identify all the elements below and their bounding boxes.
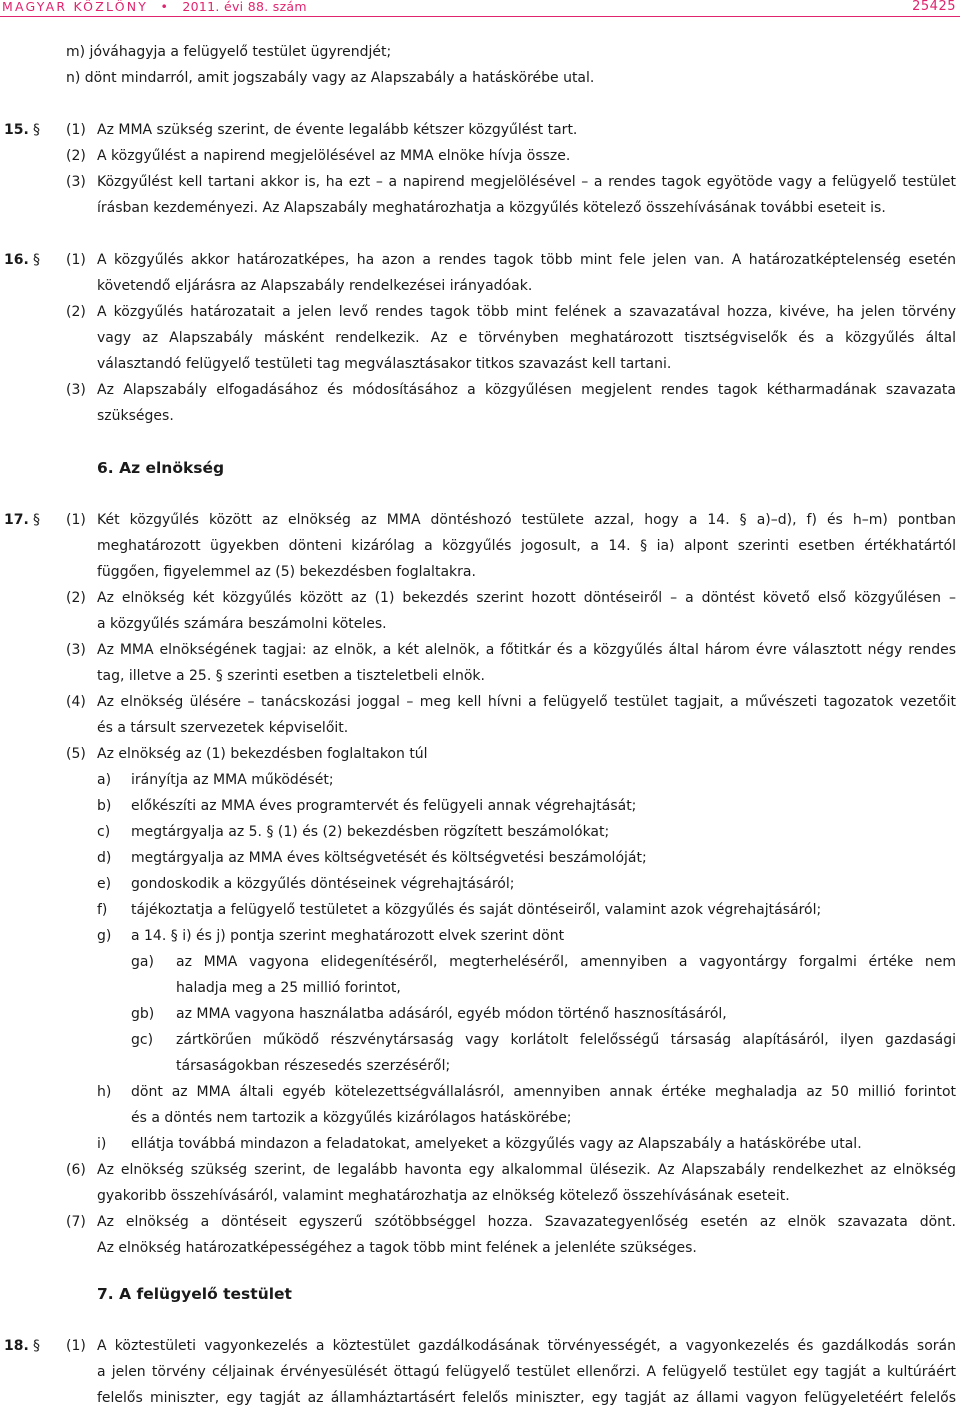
- list-item-ga-label: ga): [131, 954, 154, 970]
- list-item-f-label: f): [97, 902, 108, 918]
- section-15-mark: §: [33, 122, 40, 138]
- list-item-g-label: g): [97, 928, 112, 944]
- s16-p3-line-2: szükséges.: [97, 408, 174, 424]
- list-item-e-label: e): [97, 876, 112, 892]
- list-item-gb-text: az MMA vagyona használatba adásáról, egyéb módon történő hasznosításáról,: [176, 1006, 727, 1022]
- s17-p5-text: Az elnökség az (1) bekezdésben foglaltakon túl: [97, 746, 428, 762]
- s17-p7-line-1: Az elnökség a döntéseit egyszerű szótöbbséggel hozza. Szavazategyenlőség esetén az elnök szavazata dönt.: [97, 1214, 956, 1230]
- list-item-a-text: irányítja az MMA működését;: [131, 772, 334, 788]
- s18-p1-number: (1): [66, 1338, 86, 1354]
- s15-p1-number: (1): [66, 122, 86, 138]
- header-rule: [0, 16, 960, 17]
- list-item-h-line-2: és a döntés nem tartozik a közgyűlés kizárólagos hatáskörébe;: [131, 1110, 572, 1126]
- section-17-mark: §: [33, 512, 40, 528]
- page-header: [0, 0, 960, 18]
- s15-p2-number: (2): [66, 148, 86, 164]
- journal-issue: 2011. évi 88. szám: [182, 0, 307, 14]
- s16-p2-line-1: A közgyűlés határozatait a jelen levő rendes tagok több mint felének a szavazatával hozza, kivéve, ha jelen törvény: [97, 304, 956, 320]
- s17-p1-line-1: Két közgyűlés között az elnökség az MMA döntéshozó testülete azzal, hogy a 14. § a)–d), f) és h–m) pontban: [97, 512, 956, 528]
- list-item-i-label: i): [97, 1136, 107, 1152]
- s16-p2-number: (2): [66, 304, 86, 320]
- s14-item-n: n) dönt mindarról, amit jogszabály vagy az Alapszabály a hatáskörébe utal.: [66, 70, 595, 86]
- s18-p1-line-1: A köztestületi vagyonkezelés a köztestület gazdálkodásának törvényességét, a vagyonkezelés és gazdálkodás során: [97, 1338, 956, 1354]
- s14-item-m: m) jóváhagyja a felügyelő testület ügyrendjét;: [66, 44, 392, 60]
- list-item-a-label: a): [97, 772, 112, 788]
- s16-p1-line-2: követendő eljárásra az Alapszabály rendelkezései irányadóak.: [97, 278, 533, 294]
- s17-p2-number: (2): [66, 590, 86, 606]
- s17-p1-line-3: függően, figyelemmel az (5) bekezdésben foglaltakra.: [97, 564, 476, 580]
- page-number: 25425: [912, 0, 956, 14]
- s17-p1-number: (1): [66, 512, 86, 528]
- s17-p3-line-2: tag, illetve a 25. § szerinti esetben a tiszteletbeli elnök.: [97, 668, 485, 684]
- s15-p1-text: Az MMA szükség szerint, de évente legalább kétszer közgyűlést tart.: [97, 122, 578, 138]
- list-item-i-text: ellátja továbbá mindazon a feladatokat, amelyeket a közgyűlés vagy az Alapszabály a hatáskörébe utal.: [131, 1136, 862, 1152]
- s17-p7-number: (7): [66, 1214, 86, 1230]
- list-item-gc-line-1: zártkörűen működő részvénytársaság vagy korlátolt felelősségű társaság alapításáról, ilyen gazdasági: [176, 1032, 956, 1048]
- s17-p2-line-1: Az elnökség két közgyűlés között az (1) bekezdés szerint hozott döntéseiről – a döntést követő első közgyűlésen –: [97, 590, 956, 606]
- s17-p6-line-1: Az elnökség szükség szerint, de legalább havonta egy alkalommal ülésezik. Az Alapszabály rendelkezhet az elnökség: [97, 1162, 956, 1178]
- s18-p1-line-2: a jelen törvény céljainak érvényesülését öttagú felügyelő testület ellenőrzi. A felügyelő testület egy tagját a kultúráért: [97, 1364, 956, 1380]
- list-item-c-label: c): [97, 824, 111, 840]
- list-item-d-text: megtárgyalja az MMA éves költségvetését és költségvetési beszámolóját;: [131, 850, 647, 866]
- s17-p7-line-2: Az elnökség határozatképességéhez a tagok több mint felének a jelenléte szükséges.: [97, 1240, 697, 1256]
- s17-p3-number: (3): [66, 642, 86, 658]
- list-item-gc-line-2: társaságokban részesedés szerzéséről;: [176, 1058, 451, 1074]
- s17-p5-number: (5): [66, 746, 86, 762]
- heading-7: 7. A felügyelő testület: [97, 1285, 292, 1303]
- s16-p1-number: (1): [66, 252, 86, 268]
- s17-p6-number: (6): [66, 1162, 86, 1178]
- s16-p3-number: (3): [66, 382, 86, 398]
- s16-p2-line-3: választandó felügyelő testületi tag megválasztásakor titkos szavazást kell tartani.: [97, 356, 672, 372]
- s15-p3-line-2: írásban kezdeményezi. Az Alapszabály meghatározhatja a közgyűlés kötelező összehívásának további eseteit is.: [97, 200, 886, 216]
- section-16-mark: §: [33, 252, 40, 268]
- s16-p2-line-2: vagy az Alapszabály másként rendelkezik. Az e törvényben meghatározott tisztségviselők és a közgyűlés által: [97, 330, 956, 346]
- list-item-c-text: megtárgyalja az 5. § (1) és (2) bekezdésben rögzített beszámolókat;: [131, 824, 610, 840]
- list-item-ga-line-1: az MMA vagyona elidegenítéséről, megterheléséről, amennyiben a vagyontárgy forgalmi értéke nem: [176, 954, 956, 970]
- list-item-g-text: a 14. § i) és j) pontja szerint meghatározott elvek szerint dönt: [131, 928, 565, 944]
- section-18-mark: §: [33, 1338, 40, 1354]
- list-item-d-label: d): [97, 850, 112, 866]
- section-15-number: 15.: [4, 122, 29, 138]
- journal-title: MAGYAR KÖZLÖNY • 2011. évi 88. szám: [2, 0, 307, 14]
- list-item-e-text: gondoskodik a közgyűlés döntéseinek végrehajtásáról;: [131, 876, 515, 892]
- journal-name: MAGYAR KÖZLÖNY: [2, 0, 149, 14]
- section-17-number: 17.: [4, 512, 29, 528]
- s15-p3-number: (3): [66, 174, 86, 190]
- s17-p3-line-1: Az MMA elnökségének tagjai: az elnök, a két alelnök, a főtitkár és a közgyűlés által három évre választott négy rendes: [97, 642, 956, 658]
- s15-p2-text: A közgyűlést a napirend megjelölésével az MMA elnöke hívja össze.: [97, 148, 571, 164]
- s17-p6-line-2: gyakoribb összehívásáról, valamint meghatározhatja az elnökség kötelező összehívásának eseteit.: [97, 1188, 790, 1204]
- s16-p3-line-1: Az Alapszabály elfogadásához és módosításához a közgyűlésen megjelent rendes tagok kétharmadának szavazata: [97, 382, 956, 398]
- list-item-h-line-1: dönt az MMA általi egyéb kötelezettségvállalásról, amennyiben annak értéke meghaladja az 50 millió forintot: [131, 1084, 956, 1100]
- list-item-gb-label: gb): [131, 1006, 155, 1022]
- section-18-number: 18.: [4, 1338, 29, 1354]
- list-item-ga-line-2: haladja meg a 25 millió forintot,: [176, 980, 401, 996]
- s16-p1-line-1: A közgyűlés akkor határozatképes, ha azon a rendes tagok több mint fele jelen van. A határozatképtelenség esetén: [97, 252, 956, 268]
- s17-p4-line-2: és a társult szervezetek képviselőit.: [97, 720, 349, 736]
- heading-6: 6. Az elnökség: [97, 459, 225, 477]
- section-16-number: 16.: [4, 252, 29, 268]
- list-item-f-text: tájékoztatja a felügyelő testületet a közgyűlés és saját döntéseiről, valamint azok végrehajtásáról;: [131, 902, 822, 918]
- list-item-b-label: b): [97, 798, 112, 814]
- list-item-gc-label: gc): [131, 1032, 154, 1048]
- list-item-b-text: előkészíti az MMA éves programtervét és felügyeli annak végrehajtását;: [131, 798, 637, 814]
- s17-p2-line-2: a közgyűlés számára beszámolni köteles.: [97, 616, 387, 632]
- list-item-h-label: h): [97, 1084, 112, 1100]
- s17-p4-line-1: Az elnökség ülésére – tanácskozási joggal – meg kell hívni a felügyelő testület tagjait, a művészeti tagozatok vezetőit: [97, 694, 956, 710]
- s17-p1-line-2: meghatározott ügyekben dönteni kizárólag a közgyűlés jogosult, a 14. § ia) alpont szerinti esetben értékhatártól: [97, 538, 956, 554]
- s17-p4-number: (4): [66, 694, 86, 710]
- s18-p1-line-3: felelős miniszter, egy tagját az államháztartásért felelős miniszter, egy tagját az állami vagyon felügyeletéért felelős: [97, 1390, 956, 1406]
- s15-p3-line-1: Közgyűlést kell tartani akkor is, ha ezt – a napirend megjelölésével – a rendes tagok egyötöde vagy a felügyelő testület: [97, 174, 956, 190]
